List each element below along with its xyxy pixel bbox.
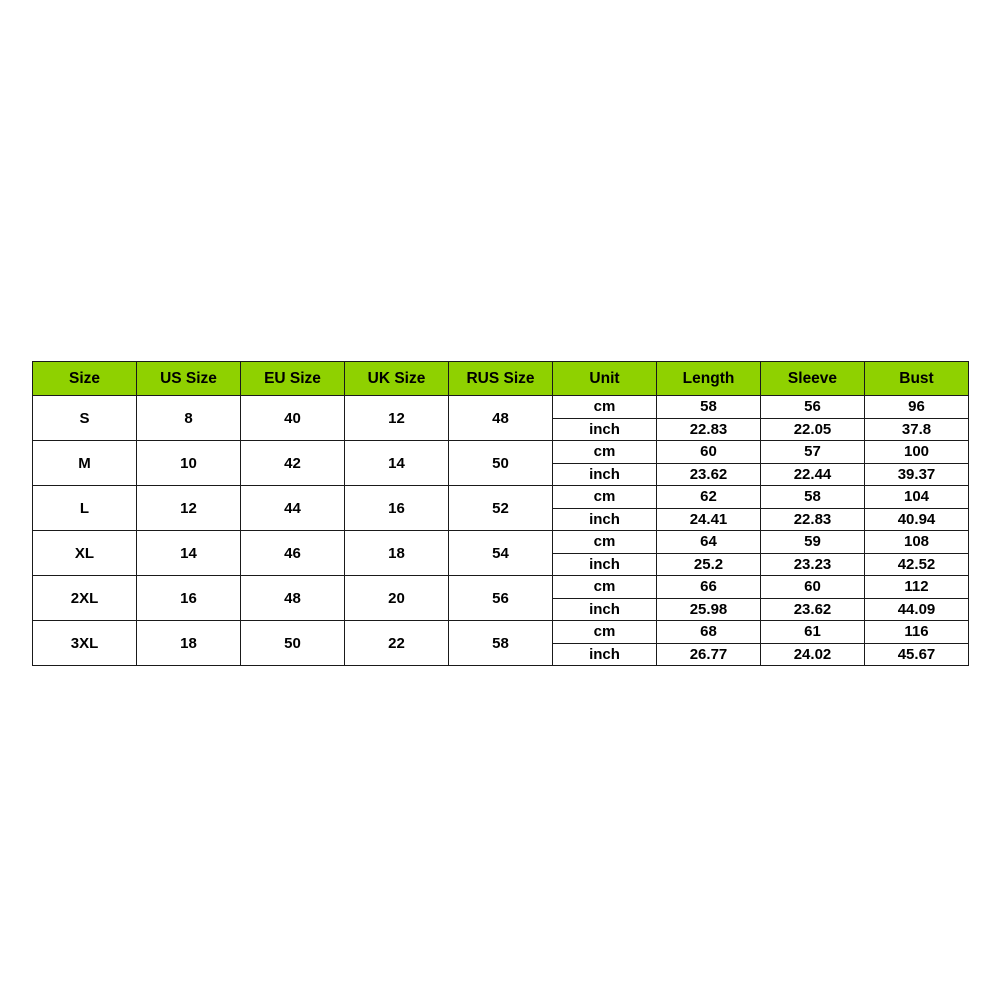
table-row [33,621,969,644]
size-cell: M [33,441,137,486]
uk-size-cell: 14 [345,441,449,486]
inch-unit-cell: inch [553,553,657,576]
uk-size-cell: 22 [345,621,449,666]
eu-size-cell: 50 [241,621,345,666]
cm-sleeve-cell: 61 [761,621,865,644]
us-size-cell: 10 [137,441,241,486]
cm-bust-cell: 116 [865,621,969,644]
inch-bust-cell: 44.09 [865,598,969,621]
cm-unit-cell: cm [553,441,657,464]
inch-unit-cell: inch [553,508,657,531]
cm-length-cell: 62 [657,486,761,509]
cm-bust-cell: 104 [865,486,969,509]
cm-unit-cell: cm [553,531,657,554]
inch-sleeve-cell: 22.05 [761,418,865,441]
inch-sleeve-cell: 24.02 [761,643,865,666]
rus-size-cell: 50 [449,441,553,486]
cm-length-cell: 60 [657,441,761,464]
size-cell: 3XL [33,621,137,666]
cm-sleeve-cell: 58 [761,486,865,509]
size-chart-body [33,396,969,666]
inch-length-cell: 25.2 [657,553,761,576]
uk-size-cell: 18 [345,531,449,576]
column-header-size: Size [33,362,137,396]
eu-size-cell: 42 [241,441,345,486]
inch-length-cell: 26.77 [657,643,761,666]
cm-sleeve-cell: 56 [761,396,865,419]
uk-size-cell: 20 [345,576,449,621]
inch-unit-cell: inch [553,418,657,441]
size-cell: S [33,396,137,441]
table-row [33,486,969,509]
cm-length-cell: 66 [657,576,761,599]
size-chart-header [33,362,969,396]
table-row [33,441,969,464]
rus-size-cell: 56 [449,576,553,621]
us-size-cell: 12 [137,486,241,531]
inch-sleeve-cell: 23.23 [761,553,865,576]
inch-bust-cell: 37.8 [865,418,969,441]
eu-size-cell: 40 [241,396,345,441]
table-row [33,396,969,419]
inch-length-cell: 24.41 [657,508,761,531]
cm-sleeve-cell: 57 [761,441,865,464]
column-header-sleeve: Sleeve [761,362,865,396]
column-header-us-size: US Size [137,362,241,396]
column-header-unit: Unit [553,362,657,396]
column-header-rus-size: RUS Size [449,362,553,396]
cm-bust-cell: 108 [865,531,969,554]
header-row [33,362,969,396]
column-header-uk-size: UK Size [345,362,449,396]
inch-bust-cell: 42.52 [865,553,969,576]
cm-sleeve-cell: 59 [761,531,865,554]
uk-size-cell: 16 [345,486,449,531]
cm-unit-cell: cm [553,576,657,599]
cm-unit-cell: cm [553,396,657,419]
inch-unit-cell: inch [553,463,657,486]
us-size-cell: 18 [137,621,241,666]
cm-length-cell: 64 [657,531,761,554]
size-cell: L [33,486,137,531]
rus-size-cell: 52 [449,486,553,531]
column-header-bust: Bust [865,362,969,396]
eu-size-cell: 48 [241,576,345,621]
inch-length-cell: 22.83 [657,418,761,441]
us-size-cell: 14 [137,531,241,576]
cm-length-cell: 68 [657,621,761,644]
cm-sleeve-cell: 60 [761,576,865,599]
cm-unit-cell: cm [553,621,657,644]
column-header-eu-size: EU Size [241,362,345,396]
table-row [33,531,969,554]
cm-length-cell: 58 [657,396,761,419]
eu-size-cell: 44 [241,486,345,531]
uk-size-cell: 12 [345,396,449,441]
rus-size-cell: 54 [449,531,553,576]
inch-sleeve-cell: 23.62 [761,598,865,621]
us-size-cell: 8 [137,396,241,441]
eu-size-cell: 46 [241,531,345,576]
inch-unit-cell: inch [553,598,657,621]
size-cell: 2XL [33,576,137,621]
column-header-length: Length [657,362,761,396]
rus-size-cell: 58 [449,621,553,666]
inch-bust-cell: 39.37 [865,463,969,486]
table-row [33,576,969,599]
inch-bust-cell: 45.67 [865,643,969,666]
rus-size-cell: 48 [449,396,553,441]
inch-length-cell: 23.62 [657,463,761,486]
us-size-cell: 16 [137,576,241,621]
inch-sleeve-cell: 22.83 [761,508,865,531]
size-chart-table [32,361,969,666]
cm-bust-cell: 96 [865,396,969,419]
inch-length-cell: 25.98 [657,598,761,621]
cm-bust-cell: 112 [865,576,969,599]
inch-bust-cell: 40.94 [865,508,969,531]
inch-unit-cell: inch [553,643,657,666]
inch-sleeve-cell: 22.44 [761,463,865,486]
cm-unit-cell: cm [553,486,657,509]
size-cell: XL [33,531,137,576]
cm-bust-cell: 100 [865,441,969,464]
